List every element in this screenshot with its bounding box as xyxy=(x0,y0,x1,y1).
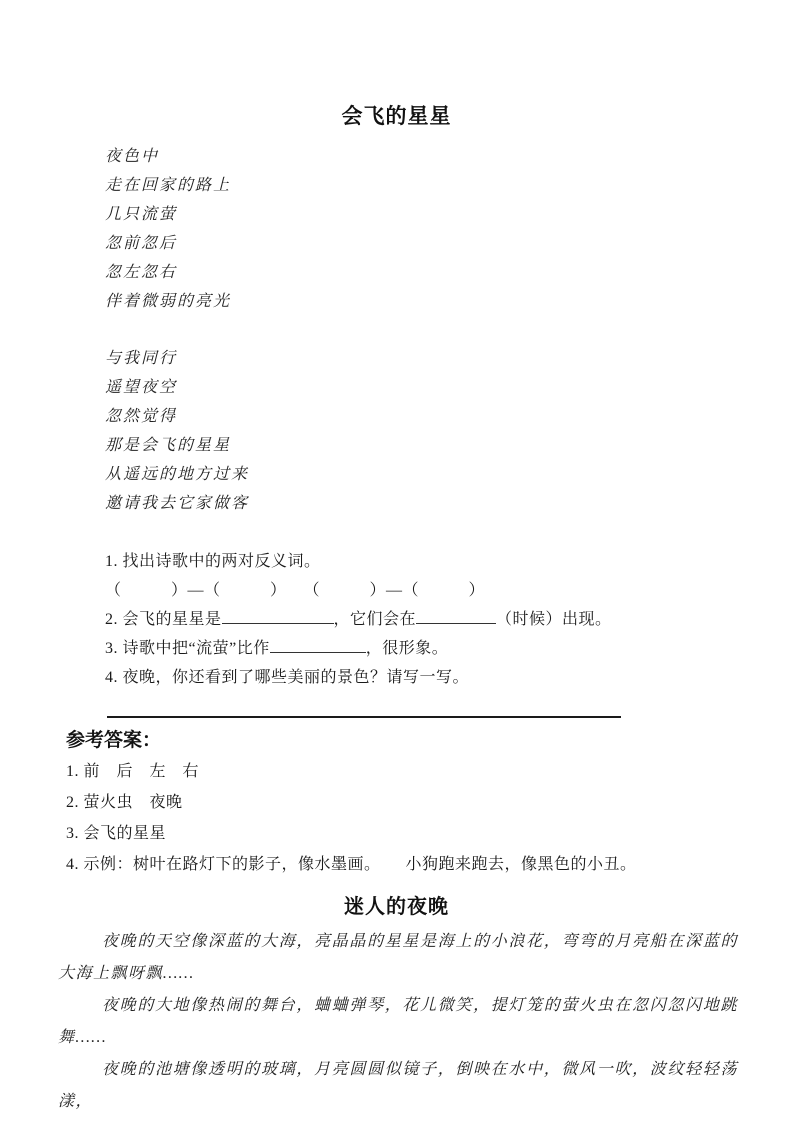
poem-line: 那是会飞的星星 xyxy=(105,437,232,454)
question-2-text-mid: ，它们会在 xyxy=(333,611,417,628)
poem-stanza-1 xyxy=(0,142,793,316)
answer-item: 4. 示例：树叶在路灯下的影子，像水墨画。 小狗跑来跑去，像黑色的小丑。 xyxy=(66,856,637,873)
question-1-answer-blanks: （ ）—（ ） （ ）—（ ） xyxy=(105,582,486,599)
answer-item: 3. 会飞的星星 xyxy=(66,825,167,842)
passage-title: 迷人的夜晚 xyxy=(344,896,449,918)
poem-line: 走在回家的路上 xyxy=(105,177,232,194)
poem-line: 从遥远的地方过来 xyxy=(105,466,250,483)
poem-line: 忽前忽后 xyxy=(105,235,178,252)
stanza-gap xyxy=(0,316,793,344)
passage-paragraph: 夜晚的大地像热闹的舞台，蛐蛐弹琴，花儿微笑，提灯笼的萤火虫在忽闪忽闪地跳舞…… xyxy=(58,997,738,1046)
poem-line: 遥望夜空 xyxy=(105,379,178,396)
poem-line: 伴着微弱的亮光 xyxy=(105,293,232,310)
passage-body xyxy=(0,926,793,1118)
fill-in-blank xyxy=(416,608,496,624)
poem-stanza-2 xyxy=(0,344,793,518)
fill-in-blank xyxy=(270,637,366,653)
poem-line: 忽左忽右 xyxy=(105,264,178,281)
answer-item: 1. 前 后 左 右 xyxy=(66,763,200,780)
question-1: 1. 找出诗歌中的两对反义词。 xyxy=(105,553,321,570)
passage-paragraph: 夜晚的池塘像透明的玻璃，月亮圆圆似镜子，倒映在水中，微风一吹，波纹轻轻荡漾， xyxy=(58,1061,738,1110)
separator-line xyxy=(107,716,621,718)
poem-line: 夜色中 xyxy=(105,148,160,165)
poem-line: 邀请我去它家做客 xyxy=(105,495,250,512)
questions-section xyxy=(0,547,793,692)
answers-heading: 参考答案： xyxy=(66,730,162,751)
passage-paragraph: 夜晚的天空像深蓝的大海，亮晶晶的星星是海上的小浪花，弯弯的月亮船在深蓝的大海上飘呀飘…… xyxy=(58,933,738,982)
fill-in-blank xyxy=(222,608,334,624)
question-3 xyxy=(105,634,793,663)
poem-line: 与我同行 xyxy=(105,350,178,367)
question-4: 4. 夜晚，你还看到了哪些美丽的景色？请写一写。 xyxy=(105,669,470,686)
poem-title: 会飞的星星 xyxy=(341,105,452,128)
answers-section xyxy=(0,728,793,880)
question-2-text-pre: 2. 会飞的星星是 xyxy=(105,611,222,628)
question-2 xyxy=(105,605,793,634)
poem-line: 忽然觉得 xyxy=(105,408,178,425)
poem-line: 几只流萤 xyxy=(105,206,178,223)
section-gap xyxy=(0,518,793,547)
question-3-text-post: ，很形象。 xyxy=(365,640,449,657)
question-2-text-post: （时候）出现。 xyxy=(496,611,612,628)
answer-item: 2. 萤火虫 夜晚 xyxy=(66,794,183,811)
question-3-text-pre: 3. 诗歌中把“流萤”比作 xyxy=(105,640,270,657)
